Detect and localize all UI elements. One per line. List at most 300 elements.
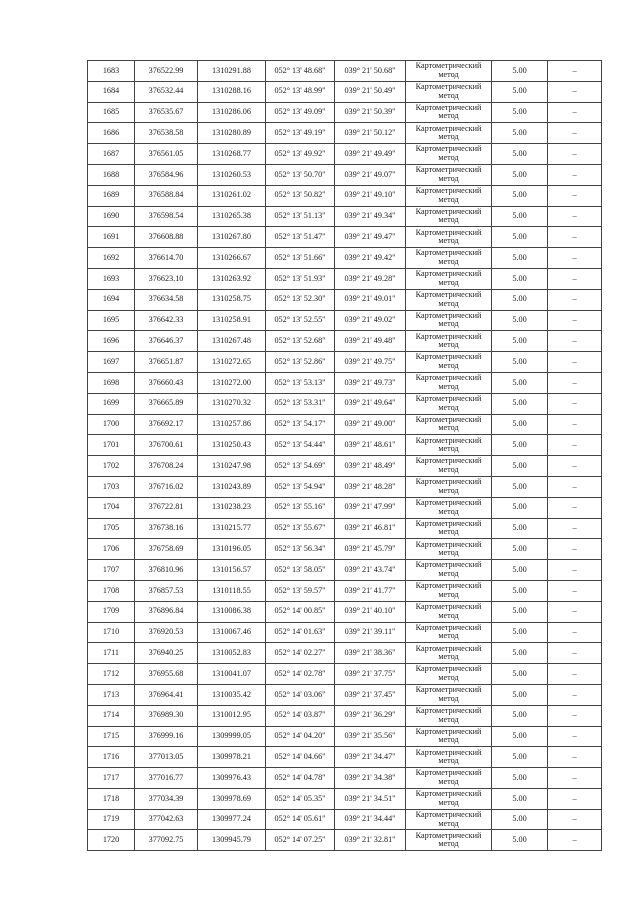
point-number-cell: 1701 (88, 435, 135, 456)
table-row (88, 331, 602, 352)
accuracy-cell: 5.00 (492, 497, 548, 518)
table-row (88, 560, 602, 581)
x-coordinate-cell: 376665.89 (135, 393, 198, 414)
method-cell: Картометрический метод (406, 414, 492, 435)
x-coordinate-cell: 376646.37 (135, 331, 198, 352)
table-row (88, 643, 602, 664)
accuracy-cell: 5.00 (492, 393, 548, 414)
longitude-cell: 039° 21' 37.45" (335, 684, 406, 705)
method-cell: Картометрический метод (406, 456, 492, 477)
point-number-cell: 1693 (88, 268, 135, 289)
x-coordinate-cell: 376588.84 (135, 185, 198, 206)
table-row (88, 310, 602, 331)
note-cell: – (548, 352, 602, 373)
accuracy-cell: 5.00 (492, 248, 548, 269)
latitude-cell: 052° 13' 52.55" (266, 310, 335, 331)
method-cell: Картометрический метод (406, 289, 492, 310)
point-number-cell: 1708 (88, 580, 135, 601)
note-cell: – (548, 643, 602, 664)
x-coordinate-cell: 376532.44 (135, 81, 198, 102)
longitude-cell: 039° 21' 49.01" (335, 289, 406, 310)
point-number-cell: 1699 (88, 393, 135, 414)
table-row (88, 601, 602, 622)
table-row (88, 830, 602, 851)
accuracy-cell: 5.00 (492, 768, 548, 789)
latitude-cell: 052° 13' 50.70" (266, 164, 335, 185)
latitude-cell: 052° 13' 51.47" (266, 227, 335, 248)
method-cell: Картометрический метод (406, 61, 492, 82)
accuracy-cell: 5.00 (492, 539, 548, 560)
method-cell: Картометрический метод (406, 580, 492, 601)
point-number-cell: 1694 (88, 289, 135, 310)
longitude-cell: 039° 21' 45.79" (335, 539, 406, 560)
y-coordinate-cell: 1310035.42 (198, 684, 266, 705)
accuracy-cell: 5.00 (492, 622, 548, 643)
y-coordinate-cell: 1310118.55 (198, 580, 266, 601)
method-cell: Картометрический метод (406, 372, 492, 393)
table-row (88, 61, 602, 82)
latitude-cell: 052° 14' 02.27" (266, 643, 335, 664)
x-coordinate-cell: 376758.69 (135, 539, 198, 560)
method-cell: Картометрический метод (406, 768, 492, 789)
method-cell: Картометрический метод (406, 684, 492, 705)
latitude-cell: 052° 13' 53.31" (266, 393, 335, 414)
accuracy-cell: 5.00 (492, 726, 548, 747)
table-row (88, 768, 602, 789)
note-cell: – (548, 476, 602, 497)
longitude-cell: 039° 21' 47.99" (335, 497, 406, 518)
longitude-cell: 039° 21' 48.61" (335, 435, 406, 456)
method-cell: Картометрический метод (406, 144, 492, 165)
x-coordinate-cell: 376999.16 (135, 726, 198, 747)
accuracy-cell: 5.00 (492, 352, 548, 373)
y-coordinate-cell: 1310243.89 (198, 476, 266, 497)
point-number-cell: 1688 (88, 164, 135, 185)
point-number-cell: 1700 (88, 414, 135, 435)
point-number-cell: 1687 (88, 144, 135, 165)
point-number-cell: 1719 (88, 809, 135, 830)
accuracy-cell: 5.00 (492, 289, 548, 310)
point-number-cell: 1705 (88, 518, 135, 539)
point-number-cell: 1714 (88, 705, 135, 726)
latitude-cell: 052° 13' 54.17" (266, 414, 335, 435)
point-number-cell: 1720 (88, 830, 135, 851)
x-coordinate-cell: 376989.30 (135, 705, 198, 726)
y-coordinate-cell: 1310238.23 (198, 497, 266, 518)
latitude-cell: 052° 13' 49.92" (266, 144, 335, 165)
method-cell: Картометрический метод (406, 560, 492, 581)
latitude-cell: 052° 13' 59.57" (266, 580, 335, 601)
longitude-cell: 039° 21' 48.49" (335, 456, 406, 477)
accuracy-cell: 5.00 (492, 185, 548, 206)
longitude-cell: 039° 21' 38.36" (335, 643, 406, 664)
latitude-cell: 052° 14' 07.25" (266, 830, 335, 851)
latitude-cell: 052° 13' 58.05" (266, 560, 335, 581)
latitude-cell: 052° 13' 52.86" (266, 352, 335, 373)
y-coordinate-cell: 1310261.02 (198, 185, 266, 206)
y-coordinate-cell: 1310267.48 (198, 331, 266, 352)
method-cell: Картометрический метод (406, 331, 492, 352)
table-row (88, 726, 602, 747)
latitude-cell: 052° 13' 55.16" (266, 497, 335, 518)
point-number-cell: 1712 (88, 664, 135, 685)
accuracy-cell: 5.00 (492, 788, 548, 809)
accuracy-cell: 5.00 (492, 206, 548, 227)
note-cell: – (548, 809, 602, 830)
y-coordinate-cell: 1310215.77 (198, 518, 266, 539)
y-coordinate-cell: 1310041.07 (198, 664, 266, 685)
note-cell: – (548, 414, 602, 435)
table-row (88, 435, 602, 456)
latitude-cell: 052° 13' 54.94" (266, 476, 335, 497)
note-cell: – (548, 622, 602, 643)
latitude-cell: 052° 13' 48.99" (266, 81, 335, 102)
note-cell: – (548, 539, 602, 560)
x-coordinate-cell: 376522.99 (135, 61, 198, 82)
accuracy-cell: 5.00 (492, 830, 548, 851)
accuracy-cell: 5.00 (492, 456, 548, 477)
longitude-cell: 039° 21' 43.74" (335, 560, 406, 581)
accuracy-cell: 5.00 (492, 664, 548, 685)
accuracy-cell: 5.00 (492, 372, 548, 393)
y-coordinate-cell: 1310250.43 (198, 435, 266, 456)
longitude-cell: 039° 21' 46.81" (335, 518, 406, 539)
method-cell: Картометрический метод (406, 352, 492, 373)
table-row (88, 102, 602, 123)
note-cell: – (548, 289, 602, 310)
y-coordinate-cell: 1310272.00 (198, 372, 266, 393)
longitude-cell: 039° 21' 36.29" (335, 705, 406, 726)
longitude-cell: 039° 21' 49.42" (335, 248, 406, 269)
accuracy-cell: 5.00 (492, 684, 548, 705)
table-row (88, 518, 602, 539)
y-coordinate-cell: 1310267.80 (198, 227, 266, 248)
note-cell: – (548, 206, 602, 227)
note-cell: – (548, 788, 602, 809)
point-number-cell: 1713 (88, 684, 135, 705)
method-cell: Картометрический метод (406, 393, 492, 414)
longitude-cell: 039° 21' 48.28" (335, 476, 406, 497)
method-cell: Картометрический метод (406, 123, 492, 144)
table-row (88, 185, 602, 206)
latitude-cell: 052° 13' 51.66" (266, 248, 335, 269)
y-coordinate-cell: 1310052.83 (198, 643, 266, 664)
note-cell: – (548, 61, 602, 82)
latitude-cell: 052° 14' 04.20" (266, 726, 335, 747)
note-cell: – (548, 331, 602, 352)
method-cell: Картометрический метод (406, 497, 492, 518)
method-cell: Картометрический метод (406, 518, 492, 539)
x-coordinate-cell: 377042.63 (135, 809, 198, 830)
point-number-cell: 1702 (88, 456, 135, 477)
latitude-cell: 052° 13' 52.68" (266, 331, 335, 352)
x-coordinate-cell: 376538.58 (135, 123, 198, 144)
accuracy-cell: 5.00 (492, 435, 548, 456)
note-cell: – (548, 726, 602, 747)
x-coordinate-cell: 376920.53 (135, 622, 198, 643)
x-coordinate-cell: 376634.58 (135, 289, 198, 310)
x-coordinate-cell: 376964.41 (135, 684, 198, 705)
latitude-cell: 052° 14' 04.66" (266, 747, 335, 768)
y-coordinate-cell: 1310247.98 (198, 456, 266, 477)
accuracy-cell: 5.00 (492, 809, 548, 830)
longitude-cell: 039° 21' 49.00" (335, 414, 406, 435)
latitude-cell: 052° 14' 03.87" (266, 705, 335, 726)
note-cell: – (548, 248, 602, 269)
longitude-cell: 039° 21' 50.68" (335, 61, 406, 82)
longitude-cell: 039° 21' 49.34" (335, 206, 406, 227)
method-cell: Картометрический метод (406, 102, 492, 123)
table-row (88, 206, 602, 227)
y-coordinate-cell: 1310258.91 (198, 310, 266, 331)
longitude-cell: 039° 21' 37.75" (335, 664, 406, 685)
y-coordinate-cell: 1310286.06 (198, 102, 266, 123)
latitude-cell: 052° 13' 53.13" (266, 372, 335, 393)
method-cell: Картометрический метод (406, 643, 492, 664)
point-number-cell: 1716 (88, 747, 135, 768)
longitude-cell: 039° 21' 50.39" (335, 102, 406, 123)
x-coordinate-cell: 376692.17 (135, 414, 198, 435)
method-cell: Картометрический метод (406, 622, 492, 643)
table-row (88, 497, 602, 518)
accuracy-cell: 5.00 (492, 123, 548, 144)
y-coordinate-cell: 1310257.86 (198, 414, 266, 435)
note-cell: – (548, 372, 602, 393)
table-row (88, 268, 602, 289)
latitude-cell: 052° 13' 54.44" (266, 435, 335, 456)
longitude-cell: 039° 21' 49.10" (335, 185, 406, 206)
note-cell: – (548, 393, 602, 414)
table-row (88, 809, 602, 830)
coordinates-table-body (88, 61, 602, 851)
point-number-cell: 1698 (88, 372, 135, 393)
latitude-cell: 052° 13' 56.34" (266, 539, 335, 560)
y-coordinate-cell: 1310260.53 (198, 164, 266, 185)
point-number-cell: 1684 (88, 81, 135, 102)
latitude-cell: 052° 13' 48.68" (266, 61, 335, 82)
latitude-cell: 052° 14' 05.61" (266, 809, 335, 830)
table-row (88, 414, 602, 435)
longitude-cell: 039° 21' 49.64" (335, 393, 406, 414)
y-coordinate-cell: 1310086.38 (198, 601, 266, 622)
note-cell: – (548, 435, 602, 456)
longitude-cell: 039° 21' 50.12" (335, 123, 406, 144)
note-cell: – (548, 518, 602, 539)
point-number-cell: 1697 (88, 352, 135, 373)
table-row (88, 476, 602, 497)
accuracy-cell: 5.00 (492, 560, 548, 581)
y-coordinate-cell: 1310067.46 (198, 622, 266, 643)
table-row (88, 788, 602, 809)
note-cell: – (548, 580, 602, 601)
note-cell: – (548, 705, 602, 726)
x-coordinate-cell: 376535.67 (135, 102, 198, 123)
x-coordinate-cell: 376955.68 (135, 664, 198, 685)
note-cell: – (548, 81, 602, 102)
method-cell: Картометрический метод (406, 809, 492, 830)
table-row (88, 81, 602, 102)
method-cell: Картометрический метод (406, 747, 492, 768)
note-cell: – (548, 684, 602, 705)
table-row (88, 289, 602, 310)
table-row (88, 372, 602, 393)
x-coordinate-cell: 376716.02 (135, 476, 198, 497)
table-row (88, 144, 602, 165)
x-coordinate-cell: 376623.10 (135, 268, 198, 289)
accuracy-cell: 5.00 (492, 518, 548, 539)
method-cell: Картометрический метод (406, 539, 492, 560)
longitude-cell: 039° 21' 49.02" (335, 310, 406, 331)
accuracy-cell: 5.00 (492, 227, 548, 248)
y-coordinate-cell: 1310288.16 (198, 81, 266, 102)
latitude-cell: 052° 14' 04.78" (266, 768, 335, 789)
longitude-cell: 039° 21' 32.81" (335, 830, 406, 851)
longitude-cell: 039° 21' 49.73" (335, 372, 406, 393)
accuracy-cell: 5.00 (492, 705, 548, 726)
note-cell: – (548, 310, 602, 331)
latitude-cell: 052° 13' 50.82" (266, 185, 335, 206)
longitude-cell: 039° 21' 50.49" (335, 81, 406, 102)
longitude-cell: 039° 21' 34.44" (335, 809, 406, 830)
point-number-cell: 1695 (88, 310, 135, 331)
x-coordinate-cell: 376700.61 (135, 435, 198, 456)
point-number-cell: 1711 (88, 643, 135, 664)
method-cell: Картометрический метод (406, 705, 492, 726)
accuracy-cell: 5.00 (492, 476, 548, 497)
y-coordinate-cell: 1310268.77 (198, 144, 266, 165)
accuracy-cell: 5.00 (492, 331, 548, 352)
method-cell: Картометрический метод (406, 435, 492, 456)
y-coordinate-cell: 1310196.05 (198, 539, 266, 560)
table-row (88, 393, 602, 414)
method-cell: Картометрический метод (406, 601, 492, 622)
x-coordinate-cell: 376614.70 (135, 248, 198, 269)
table-row (88, 123, 602, 144)
method-cell: Картометрический метод (406, 830, 492, 851)
note-cell: – (548, 144, 602, 165)
longitude-cell: 039° 21' 41.77" (335, 580, 406, 601)
point-number-cell: 1690 (88, 206, 135, 227)
y-coordinate-cell: 1309977.24 (198, 809, 266, 830)
latitude-cell: 052° 13' 51.13" (266, 206, 335, 227)
method-cell: Картометрический метод (406, 164, 492, 185)
longitude-cell: 039° 21' 49.49" (335, 144, 406, 165)
x-coordinate-cell: 376896.84 (135, 601, 198, 622)
note-cell: – (548, 747, 602, 768)
x-coordinate-cell: 376810.96 (135, 560, 198, 581)
x-coordinate-cell: 376660.43 (135, 372, 198, 393)
point-number-cell: 1717 (88, 768, 135, 789)
latitude-cell: 052° 13' 54.69" (266, 456, 335, 477)
note-cell: – (548, 123, 602, 144)
note-cell: – (548, 102, 602, 123)
latitude-cell: 052° 14' 01.63" (266, 622, 335, 643)
latitude-cell: 052° 14' 02.78" (266, 664, 335, 685)
point-number-cell: 1706 (88, 539, 135, 560)
point-number-cell: 1685 (88, 102, 135, 123)
table-row (88, 664, 602, 685)
y-coordinate-cell: 1310291.88 (198, 61, 266, 82)
y-coordinate-cell: 1310272.65 (198, 352, 266, 373)
y-coordinate-cell: 1310270.32 (198, 393, 266, 414)
latitude-cell: 052° 13' 55.67" (266, 518, 335, 539)
table-row (88, 705, 602, 726)
x-coordinate-cell: 376608.88 (135, 227, 198, 248)
point-number-cell: 1692 (88, 248, 135, 269)
y-coordinate-cell: 1309978.21 (198, 747, 266, 768)
note-cell: – (548, 601, 602, 622)
latitude-cell: 052° 13' 49.09" (266, 102, 335, 123)
longitude-cell: 039° 21' 39.11" (335, 622, 406, 643)
note-cell: – (548, 164, 602, 185)
method-cell: Картометрический метод (406, 476, 492, 497)
accuracy-cell: 5.00 (492, 747, 548, 768)
accuracy-cell: 5.00 (492, 144, 548, 165)
method-cell: Картометрический метод (406, 248, 492, 269)
y-coordinate-cell: 1310012.95 (198, 705, 266, 726)
accuracy-cell: 5.00 (492, 580, 548, 601)
x-coordinate-cell: 376722.81 (135, 497, 198, 518)
x-coordinate-cell: 376651.87 (135, 352, 198, 373)
point-number-cell: 1704 (88, 497, 135, 518)
point-number-cell: 1709 (88, 601, 135, 622)
table-row (88, 539, 602, 560)
x-coordinate-cell: 376598.54 (135, 206, 198, 227)
accuracy-cell: 5.00 (492, 643, 548, 664)
method-cell: Картометрический метод (406, 81, 492, 102)
table-row (88, 456, 602, 477)
point-number-cell: 1696 (88, 331, 135, 352)
table-row (88, 684, 602, 705)
coordinates-table (87, 60, 602, 851)
method-cell: Картометрический метод (406, 227, 492, 248)
note-cell: – (548, 268, 602, 289)
note-cell: – (548, 768, 602, 789)
y-coordinate-cell: 1310156.57 (198, 560, 266, 581)
accuracy-cell: 5.00 (492, 164, 548, 185)
longitude-cell: 039° 21' 35.56" (335, 726, 406, 747)
table-row (88, 227, 602, 248)
x-coordinate-cell: 376738.16 (135, 518, 198, 539)
longitude-cell: 039° 21' 49.28" (335, 268, 406, 289)
x-coordinate-cell: 376708.24 (135, 456, 198, 477)
latitude-cell: 052° 13' 49.19" (266, 123, 335, 144)
x-coordinate-cell: 376584.96 (135, 164, 198, 185)
y-coordinate-cell: 1310280.89 (198, 123, 266, 144)
longitude-cell: 039° 21' 34.47" (335, 747, 406, 768)
note-cell: – (548, 456, 602, 477)
longitude-cell: 039° 21' 49.48" (335, 331, 406, 352)
latitude-cell: 052° 13' 51.93" (266, 268, 335, 289)
longitude-cell: 039° 21' 49.07" (335, 164, 406, 185)
latitude-cell: 052° 14' 00.85" (266, 601, 335, 622)
x-coordinate-cell: 376857.53 (135, 580, 198, 601)
note-cell: – (548, 227, 602, 248)
accuracy-cell: 5.00 (492, 601, 548, 622)
longitude-cell: 039° 21' 49.47" (335, 227, 406, 248)
point-number-cell: 1715 (88, 726, 135, 747)
longitude-cell: 039° 21' 40.10" (335, 601, 406, 622)
method-cell: Картометрический метод (406, 788, 492, 809)
accuracy-cell: 5.00 (492, 81, 548, 102)
y-coordinate-cell: 1310265.38 (198, 206, 266, 227)
table-row (88, 747, 602, 768)
table-row (88, 622, 602, 643)
y-coordinate-cell: 1310266.67 (198, 248, 266, 269)
note-cell: – (548, 560, 602, 581)
point-number-cell: 1683 (88, 61, 135, 82)
point-number-cell: 1691 (88, 227, 135, 248)
